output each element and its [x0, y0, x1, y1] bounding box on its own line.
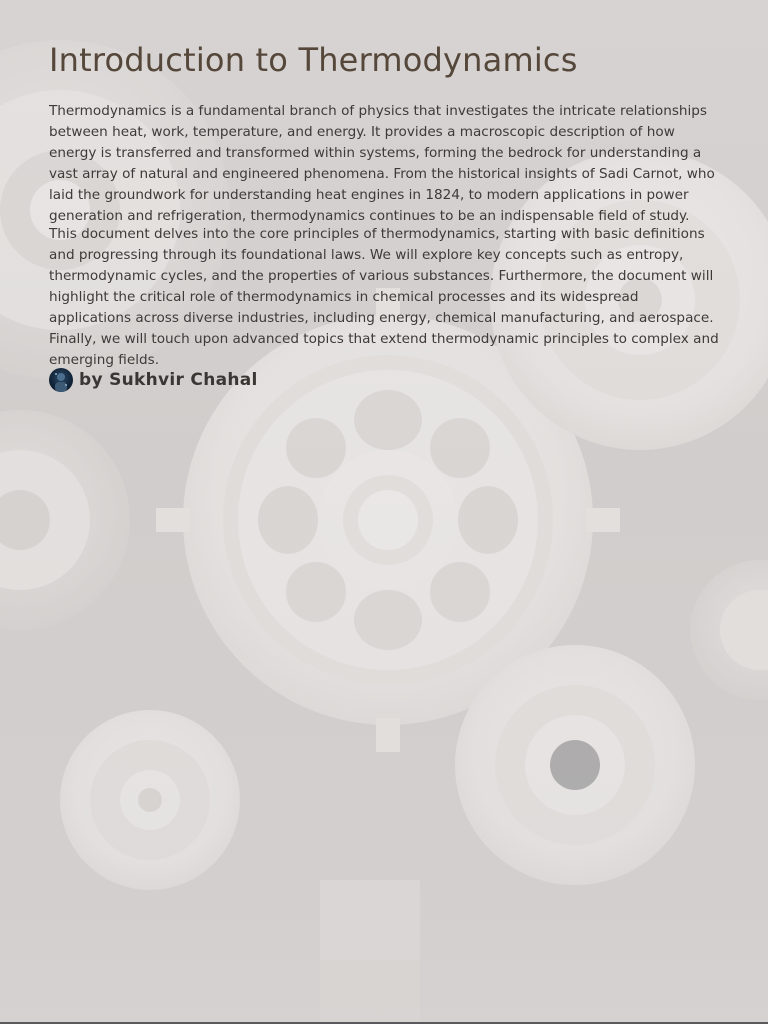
- author-name: by Sukhvir Chahal: [79, 370, 258, 391]
- author-line: [49, 368, 721, 392]
- page-title: Introduction to Thermodynamics: [49, 41, 578, 79]
- author-avatar-icon: [49, 368, 73, 392]
- document-content: [49, 38, 721, 392]
- overview-paragraph: This document delves into the core principles of thermodynamics, starting with basic definitions and progressing through its foundational laws. We will explore key concepts such as entropy, thermodynamic cycles, and the properties of various substances. Furthermore, the document will highlight the critical role of thermodynamics in chemical processes and its widespread applications across diverse industries, including energy, chemical manufacturing, and aerospace. Finally, we will touch upon advanced topics that extend thermodynamic principles to complex and emerging fields.: [49, 225, 719, 369]
- intro-paragraph: Thermodynamics is a fundamental branch of physics that investigates the intricate relationships between heat, work, temperature, and energy. It provides a macroscopic description of how energy is transferred and transformed within systems, forming the bedrock for understanding a vast array of natural and engineered phenomena. From the historical insights of Sadi Carnot, who laid the groundwork for understanding heat engines in 1824, to modern applications in power generation and refrigeration, thermodynamics continues to be an indispensable field of study.: [49, 103, 715, 225]
